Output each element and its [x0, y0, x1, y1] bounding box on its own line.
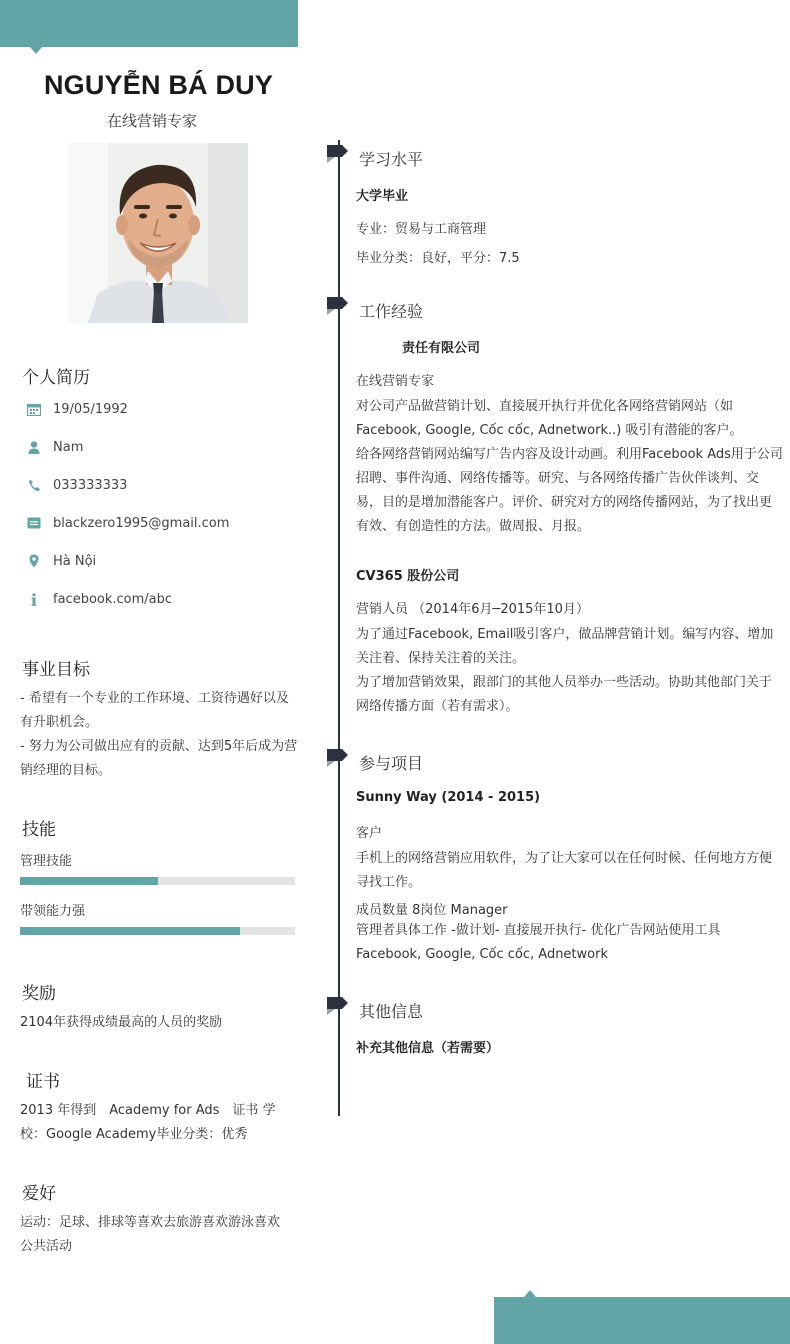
career-goal-line-2: - 努力为公司做出应有的贡献、达到5年后成为营销经理的目标。: [20, 739, 298, 778]
project-client: 客户: [356, 826, 383, 841]
job-1-description: 对公司产品做营销计划、直接展开执行并优化各网络营销网站（如Facebook, Google, Cốc cốc, Adnetwork..) 吸引有潜能的客户。 给各网络营销网站编写广告内容及设计动画。利用Facebook Ads用于公司招聘、事件沟通、网络传播等。研究、与各网络传播广告伙伴谈判、交易，目的是增加潜能客户。评价、研究对方的网络传播网站，为了找出更有效、有创造性的方法。做周报、月报。: [356, 399, 783, 534]
location-pin-icon: [25, 553, 43, 569]
phone-text: 033333333: [53, 477, 128, 493]
career-goal-line-1: - 希望有一个专业的工作环境、工资待遇好以及有升职机会。: [20, 691, 289, 730]
skill-label-management: 管理技能: [20, 854, 73, 869]
education-grade: 毕业分类：良好，平分：7.5: [356, 251, 520, 266]
timeline-marker-education: [327, 145, 349, 167]
project-name: Sunny Way (2014 - 2015): [356, 790, 541, 805]
other-info-text: 补充其他信息（若需要）: [356, 1041, 500, 1056]
awards-title: 奖励: [22, 984, 56, 1004]
profile-photo: [68, 143, 248, 323]
gender-text: Nam: [53, 439, 84, 455]
phone-icon: [25, 477, 43, 493]
education-title: 学习水平: [359, 150, 424, 169]
info-row-phone: [25, 477, 127, 493]
career-goal-title: 事业目标: [22, 660, 90, 680]
job-2-description: 为了通过Facebook, Email吸引客户，做品牌营销计划。编写内容、增加关注着、保持关注着的关注。 为了增加营销效果，跟部门的其他人员举办一些活动。协助其他部门关于网络传播方面（若有需求）。: [356, 627, 774, 714]
awards-text: 2104年获得成绩最高的人员的奖励: [20, 1015, 223, 1030]
calendar-icon: [25, 401, 43, 417]
hobbies-text: 运动：足球、排球等喜欢去旅游喜欢游泳喜欢公共活动: [20, 1215, 281, 1254]
person-icon: [25, 439, 43, 455]
top-accent-band: [0, 0, 298, 47]
project-team: 成员数量 8岗位 Manager: [356, 903, 508, 918]
job-2-company: CV365 股份公司: [356, 569, 460, 584]
info-row-birthdate: [25, 401, 128, 417]
bottom-accent-band: [494, 1297, 790, 1344]
social-link-text[interactable]: facebook.com/abc: [53, 591, 173, 607]
certificates-title: 证书: [26, 1072, 60, 1092]
project-description: 手机上的网络营销应用软件，为了让大家可以在任何时候、任何地方方便寻找工作。: [356, 851, 773, 890]
timeline-marker-other: [327, 997, 349, 1019]
timeline-line: [338, 140, 340, 1116]
birthdate-text: 19/05/1992: [53, 401, 128, 417]
job-1-role: 在线营销专家: [356, 374, 435, 389]
skill-fill-management: [20, 877, 158, 885]
info-row-gender: [25, 439, 83, 455]
skill-bar-management: [20, 877, 295, 885]
other-info-title: 其他信息: [359, 1002, 424, 1021]
info-row-social[interactable]: [25, 591, 172, 607]
timeline-marker-experience: [327, 297, 349, 319]
candidate-title: 在线营销专家: [106, 112, 197, 130]
projects-title: 参与项目: [359, 754, 424, 773]
skill-bar-leadership: [20, 927, 295, 935]
job-2-role: 营销人员 （2014年6月─2015年10月）: [356, 602, 589, 617]
location-text: Hà Nội: [53, 553, 97, 569]
personal-info-title: 个人简历: [22, 368, 90, 388]
timeline-marker-projects: [327, 749, 349, 771]
email-icon: [25, 515, 43, 531]
skills-title: 技能: [22, 820, 56, 840]
education-major: 专业：贸易与工商管理: [356, 222, 487, 237]
job-1-company: 责任有限公司: [402, 341, 481, 356]
experience-title: 工作经验: [359, 302, 424, 321]
skill-fill-leadership: [20, 927, 240, 935]
skill-label-leadership: 带领能力强: [20, 904, 86, 919]
education-degree: 大学毕业: [356, 189, 409, 204]
hobbies-title: 爱好: [22, 1184, 56, 1204]
info-icon: [25, 591, 43, 607]
certificates-text: 2013 年得到 Academy for Ads 证书 学校：Google Academy毕业分类：优秀: [20, 1103, 276, 1142]
candidate-name: NGUYỄN BÁ DUY: [43, 70, 274, 100]
project-details: 管理者具体工作 -做计划- 直接展开执行- 优化广告网站使用工具 Facebook, Google, Cốc cốc, Adnetwork: [356, 923, 721, 962]
info-row-location: [25, 553, 96, 569]
info-row-email[interactable]: [25, 515, 229, 531]
email-text[interactable]: blackzero1995@gmail.com: [53, 515, 230, 531]
